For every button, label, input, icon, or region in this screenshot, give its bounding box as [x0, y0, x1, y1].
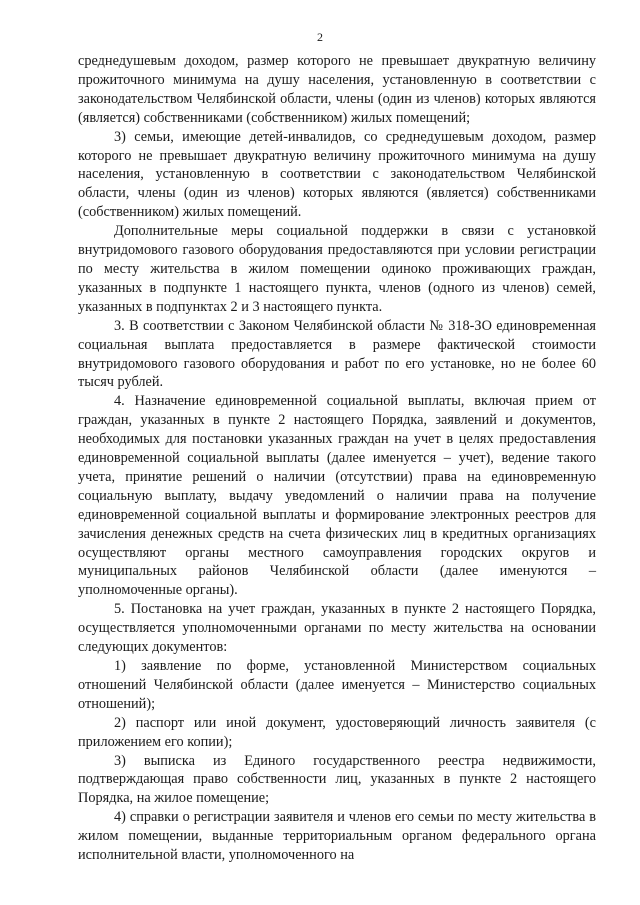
paragraph-5: 4. Назначение единовременной социальной выплаты, включая прием от граждан, указанных в пункте 2 настоящего Порядка, заявлений и документов, необходимых для постановки указанных граждан на учет в целях предоставления единовременной социальной выплаты (далее именуется – учет), ведение такого учета, принятие решений о наличии (отсутствии) права на единовременную социальную выплату, выдачу уведомлений о наличии права на получение единовременной социальной выплаты и формирование электронных реестров для зачисления денежных средств на счета физических лиц в кредитных организациях осуществляют органы местного самоуправления городских округов и муниципальных районов Челябинской области (далее именуются – уполномоченные органы). — [78, 393, 596, 599]
paragraph-7: 1) заявление по форме, установленной Министерством социальных отношений Челябинской области (далее именуется – Министерство социальных отношений); — [78, 658, 596, 712]
page-number: 2 — [317, 30, 323, 44]
paragraph-6: 5. Постановка на учет граждан, указанных в пункте 2 настоящего Порядка, осуществляется уполномоченными органами по месту жительства на основании следующих документов: — [78, 601, 596, 656]
paragraph-1: среднедушевым доходом, размер которого не превышает двукратную величину прожиточного минимума на душу населения, установленную в соответствии с законодательством Челябинской области, члены (один из членов) которых являются (является) собственниками (собственником) жилых помещений; — [78, 53, 596, 126]
paragraph-8: 2) паспорт или иной документ, удостоверяющий личность заявителя (с приложением его копии); — [78, 714, 596, 750]
paragraph-3: Дополнительные меры социальной поддержки в связи с установкой внутридомового газового оборудования предоставляются при условии регистрации по месту жительства в жилом помещении одиноко проживающих граждан, указанных в подпункте 1 настоящего пункта, членов (одного из членов) семей, указанных в подпунктах 2 и 3 настоящего пункта. — [78, 223, 596, 315]
paragraph-9: 3) выписка из Единого государственного реестра недвижимости, подтверждающая право собственности лиц, указанных в пункте 2 настоящего Порядка, на жилое помещение; — [78, 752, 596, 807]
document-body — [78, 52, 596, 865]
paragraph-4: 3. В соответствии с Законом Челябинской области № 318-ЗО единовременная социальная выплата предоставляется в размере фактической стоимости внутридомового газового оборудования и работ по его установке, но не более 60 тысяч рублей. — [78, 317, 596, 391]
paragraph-10: 4) справки о регистрации заявителя и членов его семьи по месту жительства в жилом помещении, выданные территориальным органом федерального органа исполнительной власти, уполномоченного на — [78, 809, 596, 864]
paragraph-2: 3) семьи, имеющие детей-инвалидов, со среднедушевым доходом, размер которого не превышает двукратную величину прожиточного минимума на душу населения, установленную в соответствии с законодательством Челябинской области, члены (один из членов) которых являются (является) собственниками (собственником) жилых помещений. — [78, 128, 596, 221]
